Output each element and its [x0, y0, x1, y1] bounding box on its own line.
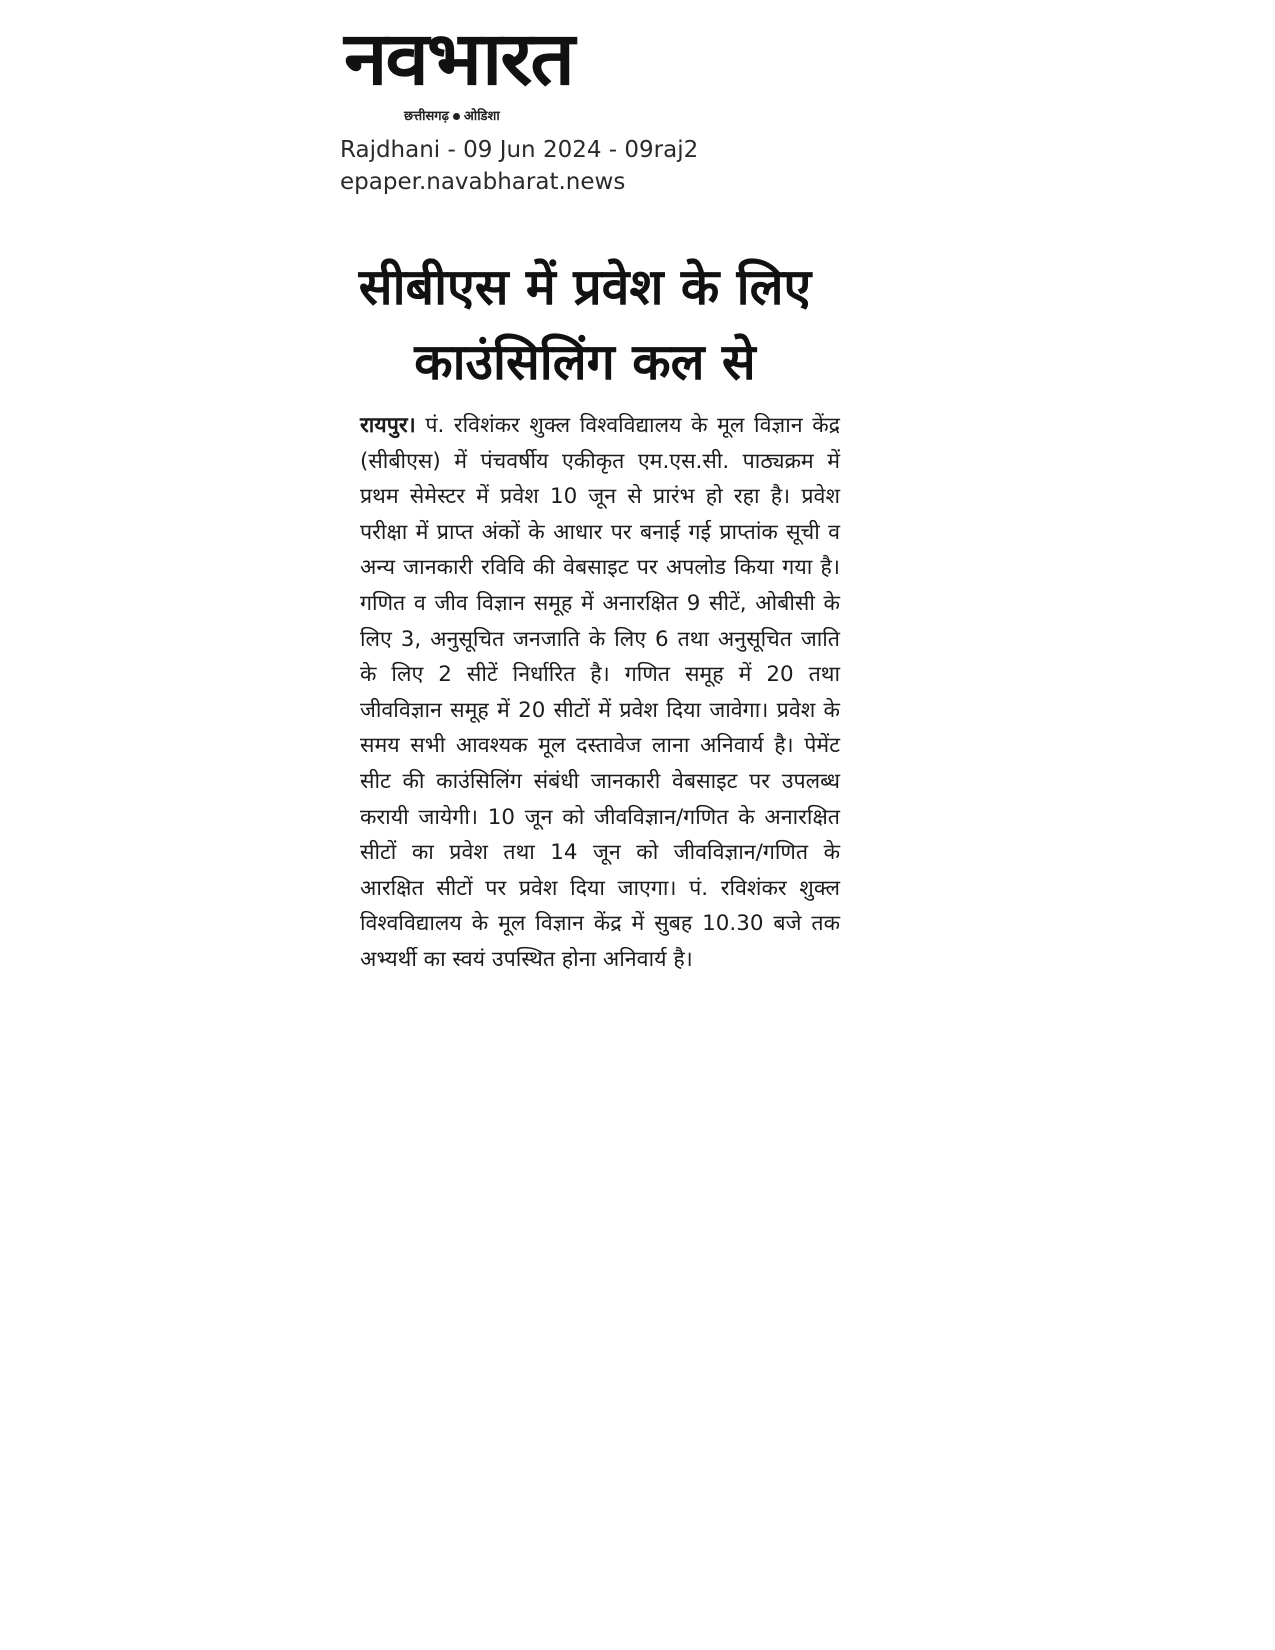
edition-region-chhattisgarh: छत्तीसगढ़ — [404, 109, 449, 124]
article-body — [360, 408, 840, 978]
bullet-separator — [453, 113, 460, 120]
edition-regions — [404, 106, 500, 124]
newspaper-masthead — [340, 16, 640, 134]
article-text: पं. रविशंकर शुक्ल विश्वविद्यालय के मूल विज्ञान केंद्र (सीबीएस) में पंचवर्षीय एकीकृत एम.एस.सी. पाठ्यक्रम में प्रथम सेमेस्टर में प्रवेश 10 जून से प्रारंभ हो रहा है। प्रवेश परीक्षा में प्राप्त अंकों के आधार पर बनाई गई प्राप्तांक सूची व अन्य जानकारी रविवि की वेबसाइट पर अपलोड किया गया है। गणित व जीव विज्ञान समूह में अनारक्षित 9 सीटें, ओबीसी के लिए 3, अनुसूचित जनजाति के लिए 6 तथा अनुसूचित जाति के लिए 2 सीटें निर्धारित है। गणित समूह में 20 तथा जीवविज्ञान समूह में 20 सीटों में प्रवेश दिया जावेगा। प्रवेश के समय सभी आवश्यक मूल दस्तावेज लाना अनिवार्य है। पेमेंट सीट की काउंसिलिंग संबंधी जानकारी वेबसाइट पर उपलब्ध करायी जायेगी। 10 जून को जीवविज्ञान/गणित के अनारक्षित सीटों का प्रवेश तथा 14 जून को जीवविज्ञान/गणित के आरक्षित सीटों पर प्रवेश दिया जाएगा। पं. रविशंकर शुक्ल विश्वविद्यालय के मूल विज्ञान केंद्र में सुबह 10.30 बजे तक अभ्यर्थी का स्वयं उपस्थित होना अनिवार्य है। — [360, 413, 841, 972]
epaper-source-url: epaper.navabharat.news — [340, 169, 626, 195]
newspaper-logo: नवभारत — [344, 16, 573, 102]
edition-date-line: Rajdhani - 09 Jun 2024 - 09raj2 — [340, 137, 699, 163]
newspaper-clipping — [340, 16, 890, 978]
edition-region-odisha: ओडिशा — [463, 109, 500, 124]
article-headline: सीबीएस में प्रवेश के लिए काउंसिलिंग कल से — [358, 258, 812, 391]
article-dateline: रायपुर। — [360, 413, 416, 438]
